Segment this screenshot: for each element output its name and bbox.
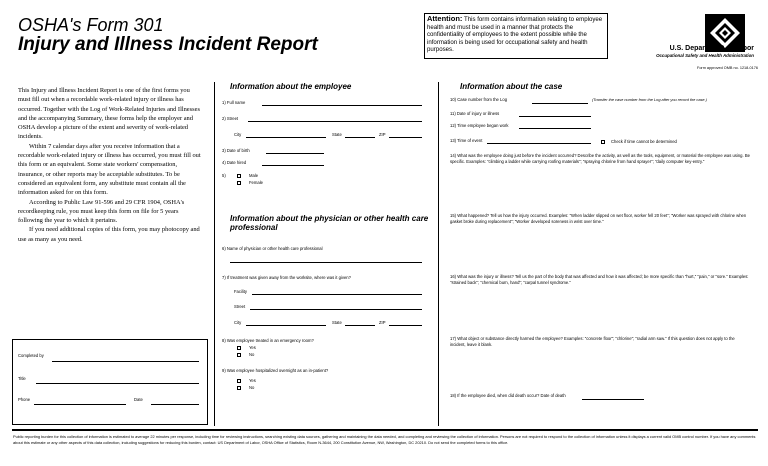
field-label: 18) If the employee died, when did death occur? Date of death: [450, 393, 566, 398]
case-number-note: (Transfer the case number from the Log after you record the case.): [592, 97, 707, 102]
facility-label: Facility: [234, 289, 248, 294]
field-label: 6) Name of physician or other health care professional: [222, 246, 323, 251]
field-label: 7) If treatment was given away from the worksite, where was it given?: [222, 275, 351, 280]
no-label: No: [249, 352, 255, 357]
completed-by-label: Completed by: [18, 353, 44, 358]
agency-name: Occupational Safety and Health Administration: [656, 53, 754, 58]
field-label: 3) Date of birth: [222, 148, 250, 153]
female-label: Female: [249, 180, 263, 185]
field-label: 2) Street: [222, 116, 239, 121]
field-label: 11) Date of injury or illness: [450, 111, 500, 116]
report-title: Injury and Illness Incident Report: [18, 34, 318, 55]
hire-date-field[interactable]: [262, 165, 324, 166]
question-text: 17) What object or substance directly harmed the employee? Examples: "concrete floor"; "chlorine"; "radial arm saw." If this question does not apply to the incident, leave it blank.: [450, 336, 735, 347]
intro-paragraph: If you need additional copies of this form, you may photocopy and use as many as you need.: [18, 226, 200, 243]
column-divider: [214, 82, 215, 426]
yes-label: Yes: [249, 345, 256, 350]
field-label: 5): [222, 173, 226, 178]
full-name-field[interactable]: [262, 105, 422, 106]
facility-field[interactable]: [252, 294, 422, 295]
date-field[interactable]: [151, 404, 199, 405]
field-label: 4) Date hired: [222, 160, 247, 165]
er-yes-checkbox[interactable]: [237, 346, 241, 350]
phone-field[interactable]: [34, 404, 126, 405]
question-text: 15) What happened? Tell us how the injury occurred. Examples: "When ladder slipped on wet floor, worker fell 20 feet"; "Worker was sprayed with chlorine when gasket broke during replacement"; "Worker developed soreness in wrist over time.": [450, 213, 747, 224]
male-checkbox[interactable]: [237, 174, 241, 178]
street-label: Street: [234, 304, 246, 309]
completed-by-box: [12, 339, 208, 425]
state-field[interactable]: [345, 137, 375, 138]
city-label: City: [234, 132, 242, 137]
facility-state-field[interactable]: [345, 325, 375, 326]
field-label: 13) Time of event: [450, 138, 483, 143]
employee-heading: Information about the employee: [230, 82, 352, 91]
zip-label: ZIP: [379, 132, 386, 137]
intro-text: [18, 86, 202, 244]
attention-text: This form contains information relating to employee health and must be used in a manner that protects the confidentiality of employees to the extent possible while the information is being used for occupational safety and health purposes.: [427, 16, 603, 54]
field-label: 9) Was employee hospitalized overnight as an in-patient?: [222, 368, 329, 373]
attention-label: Attention:: [427, 14, 463, 23]
street-field[interactable]: [248, 121, 422, 122]
footer-rule: [12, 429, 758, 431]
injury-date-field[interactable]: [519, 116, 591, 117]
question-text: 14) What was the employee doing just before the incident occurred? Describe the activity, as well as the tools, equipment, or material the employee was using. Be specific. Examples: "climbing a ladder while carrying roofing materials"; "spraying chlorine from hand sprayer"; "daily computer key-entry.": [450, 153, 750, 164]
work-start-time-field[interactable]: [519, 128, 591, 129]
no-label: No: [249, 385, 255, 390]
field-label: 8) Was employee treated in an emergency room?: [222, 338, 314, 343]
omb-number: Form approved OMB no. 1218-0176: [697, 66, 758, 70]
female-checkbox[interactable]: [237, 181, 241, 185]
facility-street-field[interactable]: [250, 309, 422, 310]
event-time-field[interactable]: [487, 143, 591, 144]
er-no-checkbox[interactable]: [237, 353, 241, 357]
city-field[interactable]: [246, 137, 326, 138]
attention-box: [424, 13, 608, 59]
state-label: State: [332, 132, 342, 137]
field-label: 12) Time employee began work: [450, 123, 509, 128]
form-number: OSHA's Form 301: [18, 15, 164, 35]
case-heading: Information about the case: [460, 82, 563, 91]
physician-heading: Information about the physician or other health care professional: [230, 214, 429, 232]
title-label: Title: [18, 376, 26, 381]
time-unknown-checkbox[interactable]: [601, 140, 605, 144]
death-date-field[interactable]: [582, 399, 644, 400]
zip-label: ZIP: [379, 320, 386, 325]
time-unknown-label: Check if time cannot be determined: [611, 139, 677, 144]
title-field[interactable]: [36, 383, 199, 384]
date-label: Date: [134, 397, 143, 402]
facility-city-field[interactable]: [246, 325, 326, 326]
column-divider: [438, 82, 439, 426]
physician-name-field[interactable]: [230, 262, 422, 263]
field-label: 1) Full name: [222, 100, 246, 105]
yes-label: Yes: [249, 378, 256, 383]
department-name: U.S. Department of Labor: [669, 45, 754, 52]
case-number-field[interactable]: [532, 103, 588, 104]
birth-date-field[interactable]: [266, 153, 324, 154]
facility-zip-field[interactable]: [389, 325, 422, 326]
intro-paragraph: This Injury and Illness Incident Report is one of the first forms you must fill out when a recordable work-related injury or illness has occurred. Together with the Log of Work-Related Injuries and Illnesses and the accompanying Summary, these forms help the employer and OSHA develop a picture of the extent and severity of work-related incidents.: [18, 87, 200, 141]
phone-label: Phone: [18, 397, 31, 402]
state-label: State: [332, 320, 342, 325]
city-label: City: [234, 320, 242, 325]
hospital-yes-checkbox[interactable]: [237, 379, 241, 383]
intro-paragraph: According to Public Law 91-596 and 29 CFR 1904, OSHA's recordkeeping rule, you must keep this form on file for 5 years following the year to which it pertains.: [18, 198, 185, 225]
hospital-no-checkbox[interactable]: [237, 386, 241, 390]
zip-field[interactable]: [389, 137, 422, 138]
intro-paragraph: Within 7 calendar days after you receive information that a recordable work-related injury or illness has occurred, you must fill out this form or an equivalent. Some state workers' compensation, insurance, or other reports may be acceptable substitutes. To be considered an equivalent form, any substitute must contain all the information asked for on this form.: [18, 142, 201, 197]
completed-by-field[interactable]: [52, 361, 199, 362]
burden-statement: Public reporting burden for this collection of information is estimated to average 22 minutes per response, including time for reviewing instructions, searching existing data sources, gathering and maintaining the data needed, and completing and reviewing the collection of information. Persons are not required to respond to the collection of information unless it displays a current valid OMB control number. If you have any comments about this estimate or any other aspects of this data collection, including suggestions for reducing this burden, contact: US Department of Labor, OSHA Office of Statistics, Room N-3644, 200 Constitution Avenue, NW, Washington, DC 20210. Do not send the completed forms to this office.: [13, 434, 756, 445]
question-text: 16) What was the injury or illness? Tell us the part of the body that was affected and how it was affected; be more specific than "hurt," "pain," or "sore." Examples: "strained back"; "chemical burn, hand"; "carpal tunnel syndrome.": [450, 274, 749, 285]
field-label: 10) Case number from the Log: [450, 97, 508, 102]
male-label: Male: [249, 173, 259, 178]
